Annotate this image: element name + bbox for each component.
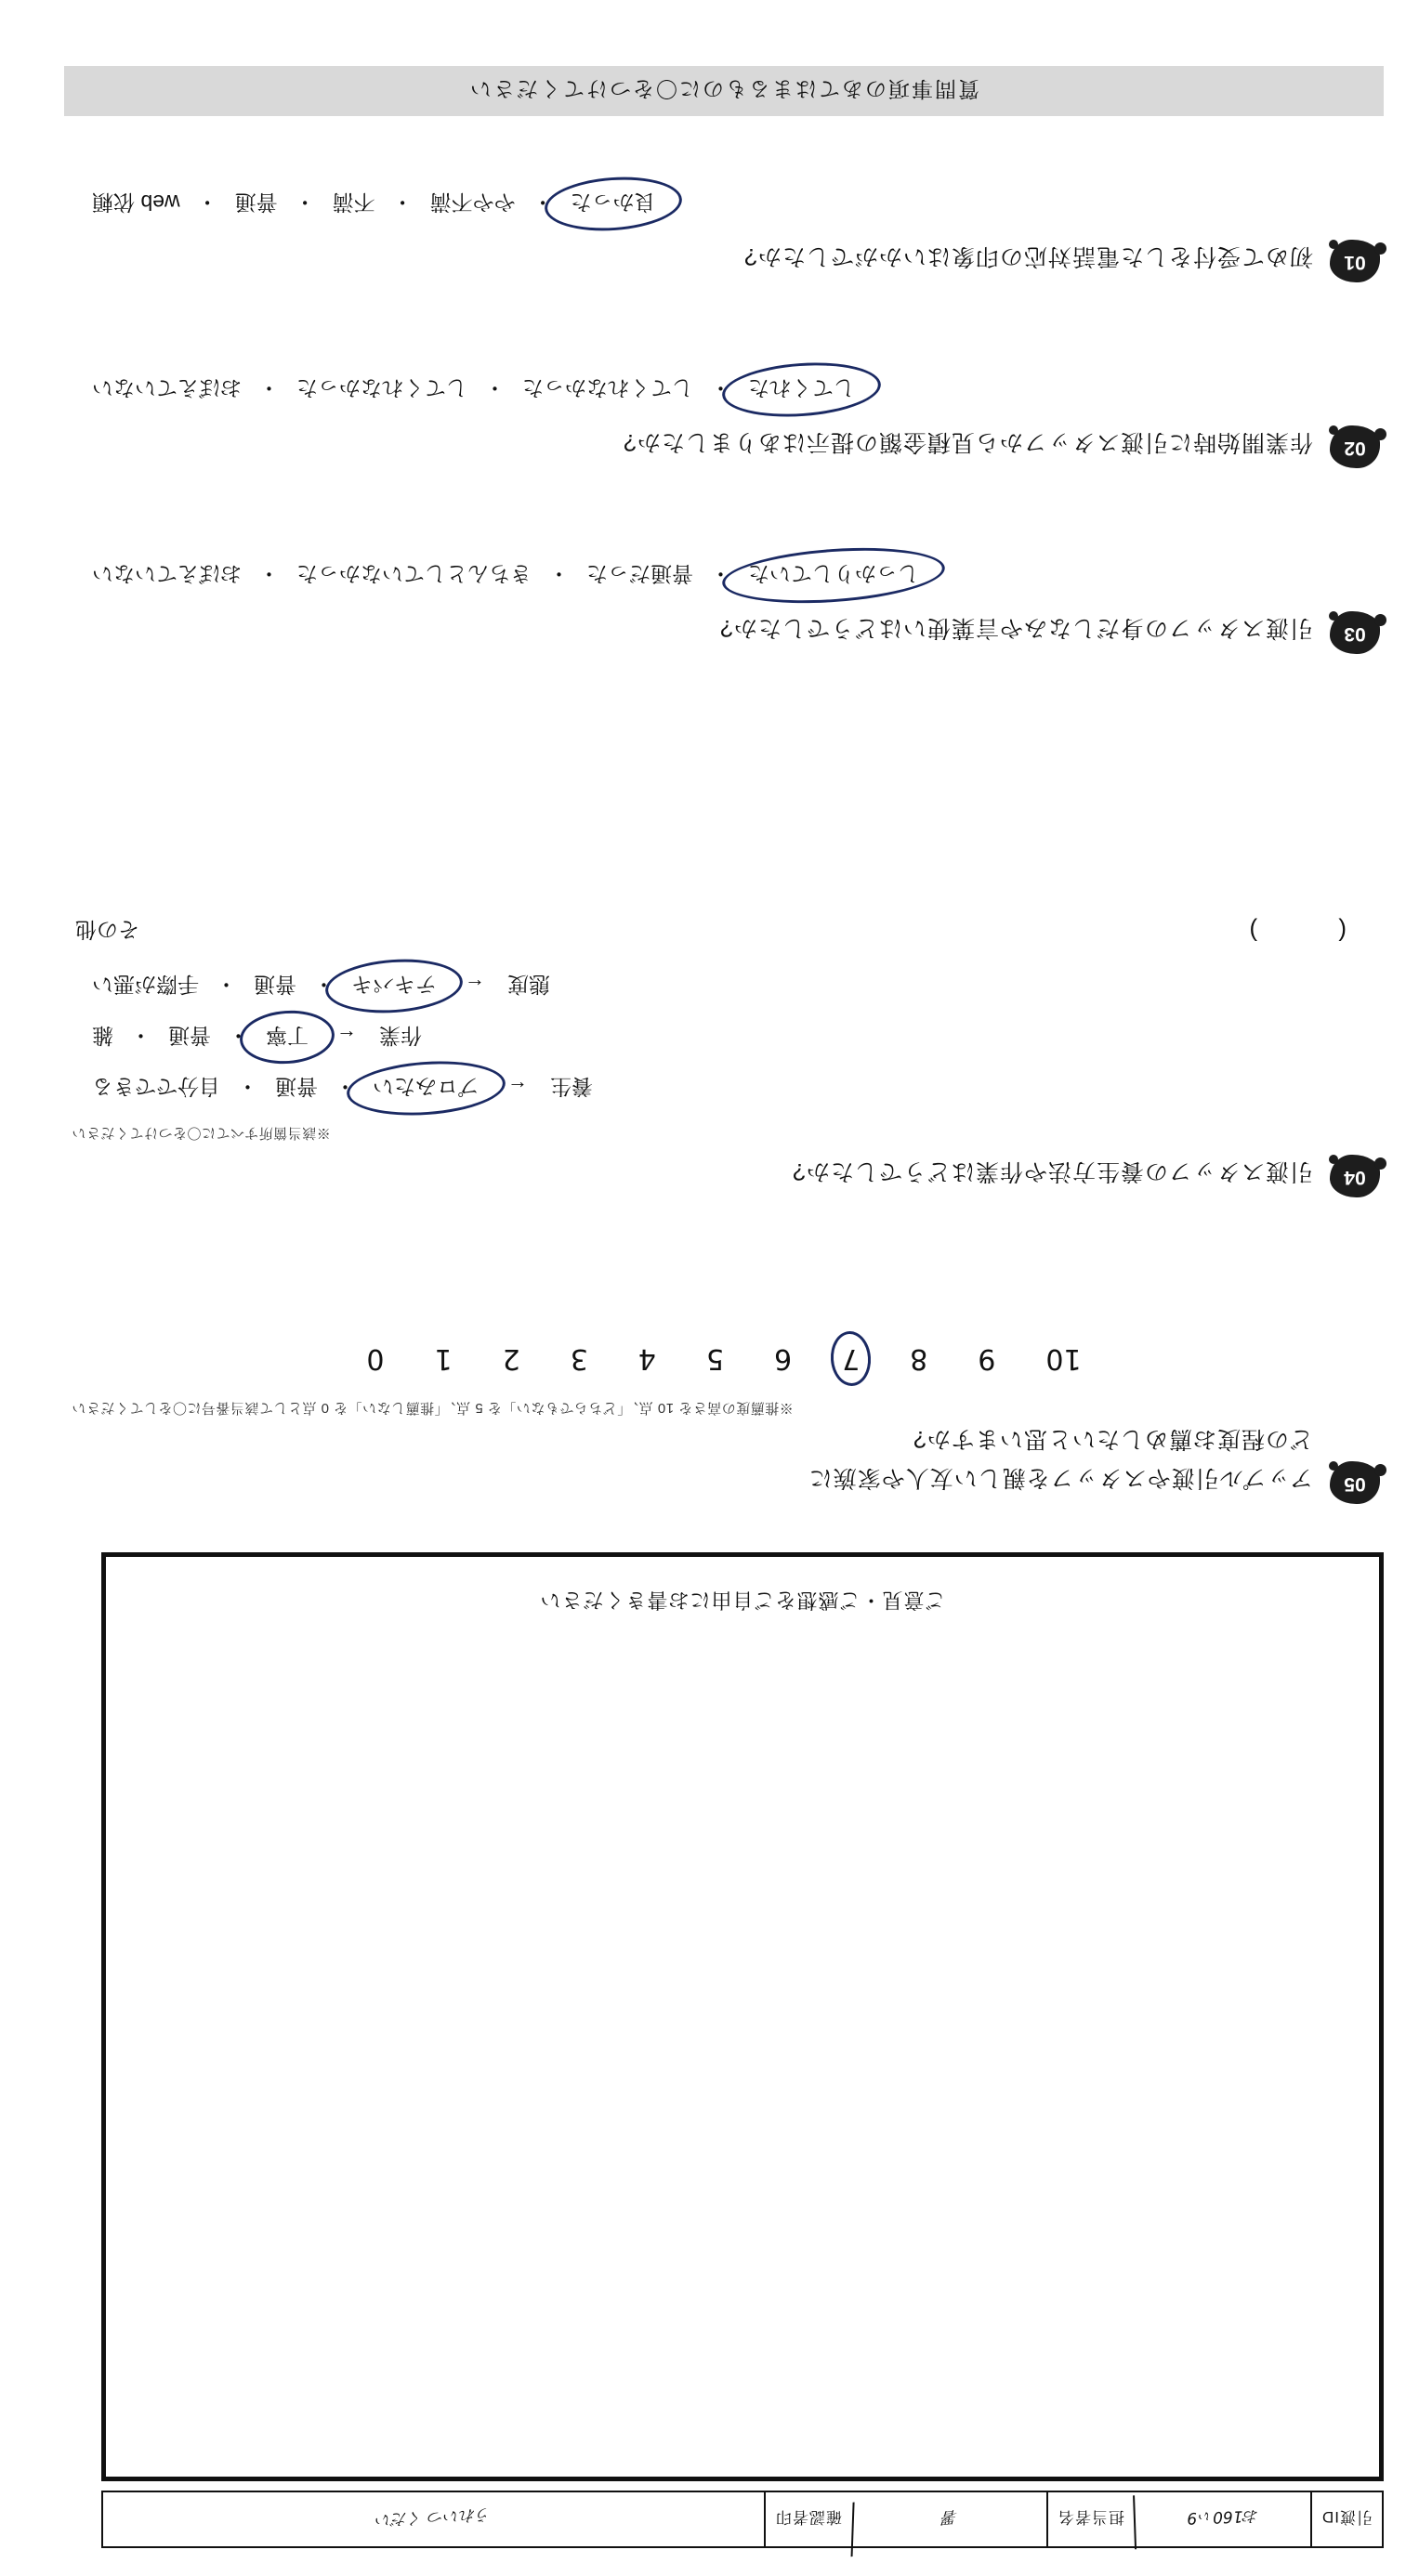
question-05 (64, 1342, 1384, 1508)
question-02-number: 02 (1344, 438, 1366, 459)
staff-label: 担当者名 (1046, 2492, 1134, 2546)
question-03-number: 03 (1344, 623, 1366, 645)
question-01-text: 初めて受付をした電話対応の印象はいかがでしたか? (743, 243, 1313, 269)
scale-option-3[interactable]: 3 (570, 1342, 588, 1375)
row-label-sagyo: 作業 (379, 1024, 422, 1048)
scale-option-5[interactable]: 5 (705, 1342, 724, 1375)
question-04-row-yojo[interactable]: 養生 ← プロみたい ・ 普通 ・ 自分でできる (64, 1073, 1384, 1104)
free-comment-box[interactable] (101, 1552, 1384, 2481)
header-id-row (101, 2491, 1384, 2548)
scale-option-0[interactable]: 0 (366, 1342, 385, 1375)
staff-signature: 署 (851, 2482, 1047, 2556)
sagyo-option-teinei[interactable]: 丁寧 (251, 1022, 323, 1053)
scale-option-1[interactable]: 1 (434, 1342, 453, 1375)
q02-option-3[interactable]: してくれなかった (296, 376, 467, 400)
taido-option-futsu[interactable]: 普通 (254, 973, 296, 997)
scale-option-8[interactable]: 8 (910, 1342, 928, 1375)
question-04-row-sagyo[interactable]: 作業 ← 丁寧 ・ 普通 ・ 雑 (64, 1022, 1384, 1053)
q03-option-3[interactable]: きちんとしていなかった (296, 562, 532, 586)
question-05-badge (1326, 1456, 1384, 1508)
q02-option-4[interactable]: おぼえていない (92, 376, 242, 400)
id-value: お160ぃ9 (1133, 2490, 1311, 2550)
yojo-option-futsu[interactable]: 普通 (275, 1075, 318, 1099)
taido-option-tekipaki[interactable]: テキパキ (336, 971, 452, 1001)
question-04-note: ※該当箇所すべてに〇をつけてください (72, 1125, 331, 1141)
question-03-text: 引渡スタッフの身だしなみや言葉使いはどうでしたか? (719, 615, 1313, 641)
other-label: その他 (75, 918, 139, 942)
q03-option-1[interactable]: しっかりしていた (733, 560, 934, 591)
question-01-number: 01 (1344, 252, 1366, 273)
q02-option-2[interactable]: してくれなかった (522, 376, 693, 400)
questions-banner: 質問事項のあてはまるものに〇をつけてください (64, 66, 1384, 116)
q03-option-2[interactable]: 普通だった (586, 562, 693, 586)
q01-option-1[interactable]: 良かった (556, 189, 671, 219)
row-label-taido: 態度 (507, 973, 550, 997)
question-02-badge (1326, 420, 1384, 472)
scale-option-7[interactable]: 7 (842, 1342, 861, 1375)
yojo-option-pro[interactable]: プロみたい (358, 1073, 494, 1104)
q01-option-5[interactable]: web 依頼 (92, 190, 180, 215)
question-04-other[interactable] (64, 916, 1384, 947)
q01-option-4[interactable]: 普通 (234, 190, 278, 215)
question-01-badge (1326, 234, 1384, 286)
scale-option-6[interactable]: 6 (774, 1342, 793, 1375)
row-label-yojo: 養生 (550, 1075, 593, 1099)
q01-option-2[interactable]: やや不満 (429, 190, 516, 215)
q03-option-4[interactable]: おぼえていない (92, 562, 242, 586)
question-05-scale[interactable] (64, 1342, 1384, 1375)
question-04-text: 引渡スタッフの養生方法や作業はどうでしたか? (792, 1158, 1313, 1184)
question-04 (64, 916, 1384, 1201)
customer-signature: うれいつ くだい (374, 2504, 493, 2530)
scale-option-4[interactable]: 4 (637, 1342, 656, 1375)
question-03-badge (1326, 606, 1384, 658)
question-02-options[interactable]: してくれた ・ してくれなかった ・ してくれなかった ・ おぼえていない (64, 374, 1384, 405)
sagyo-option-futsu[interactable]: 普通 (168, 1024, 211, 1048)
scale-option-10[interactable]: 10 (1045, 1342, 1082, 1375)
scale-option-9[interactable]: 9 (978, 1342, 996, 1375)
free-comment-instruction: ご意見・ご感想をご自由にお書きください (539, 1589, 946, 1612)
question-05-text-line2: どの程度お薦めしたいと思いますか? (913, 1426, 1313, 1452)
question-02 (64, 374, 1384, 472)
scale-option-2[interactable]: 2 (502, 1342, 520, 1375)
q02-option-1[interactable]: してくれた (733, 374, 870, 405)
yojo-option-jibun[interactable]: 自分でできる (92, 1075, 220, 1099)
question-01-options[interactable]: 良かった ・ やや不満 ・ 不満 ・ 普通 ・ web 依頼 (64, 189, 1384, 219)
question-01 (64, 189, 1384, 286)
question-05-text-line1: アップル引渡やスタッフを親しい友人や家族に (808, 1465, 1313, 1491)
taido-option-tegiwa[interactable]: 手際が悪い (92, 973, 199, 997)
question-03-options[interactable]: しっかりしていた ・ 普通だった ・ きちんとしていなかった ・ おぼえていない (64, 560, 1384, 591)
question-04-row-taido[interactable]: 態度 ← テキパキ ・ 普通 ・ 手際が悪い (64, 971, 1384, 1001)
row-arrow-taido: ← (465, 974, 485, 999)
question-04-badge (1326, 1149, 1384, 1201)
checker-label: 確認者印 (764, 2492, 851, 2546)
q01-option-3[interactable]: 不満 (332, 190, 375, 215)
row-arrow-yojo: ← (507, 1077, 528, 1101)
question-05-number: 05 (1344, 1473, 1366, 1495)
question-04-number: 04 (1344, 1167, 1366, 1188)
id-label: 引渡ID (1310, 2492, 1382, 2546)
question-02-text: 作業開始時に引渡スタッフから見積金額の提示はありましたか? (623, 429, 1313, 455)
question-03 (64, 560, 1384, 658)
other-input[interactable]: ( ) (1212, 918, 1347, 946)
row-arrow-sagyo: ← (336, 1026, 357, 1050)
sagyo-option-zatsu[interactable]: 雑 (92, 1024, 113, 1048)
question-05-note: ※推薦度の高さを 10 点、「どちらでもない」を 5 点、「推薦しない」を 0 点として該当番号に〇をしてください (72, 1400, 794, 1416)
